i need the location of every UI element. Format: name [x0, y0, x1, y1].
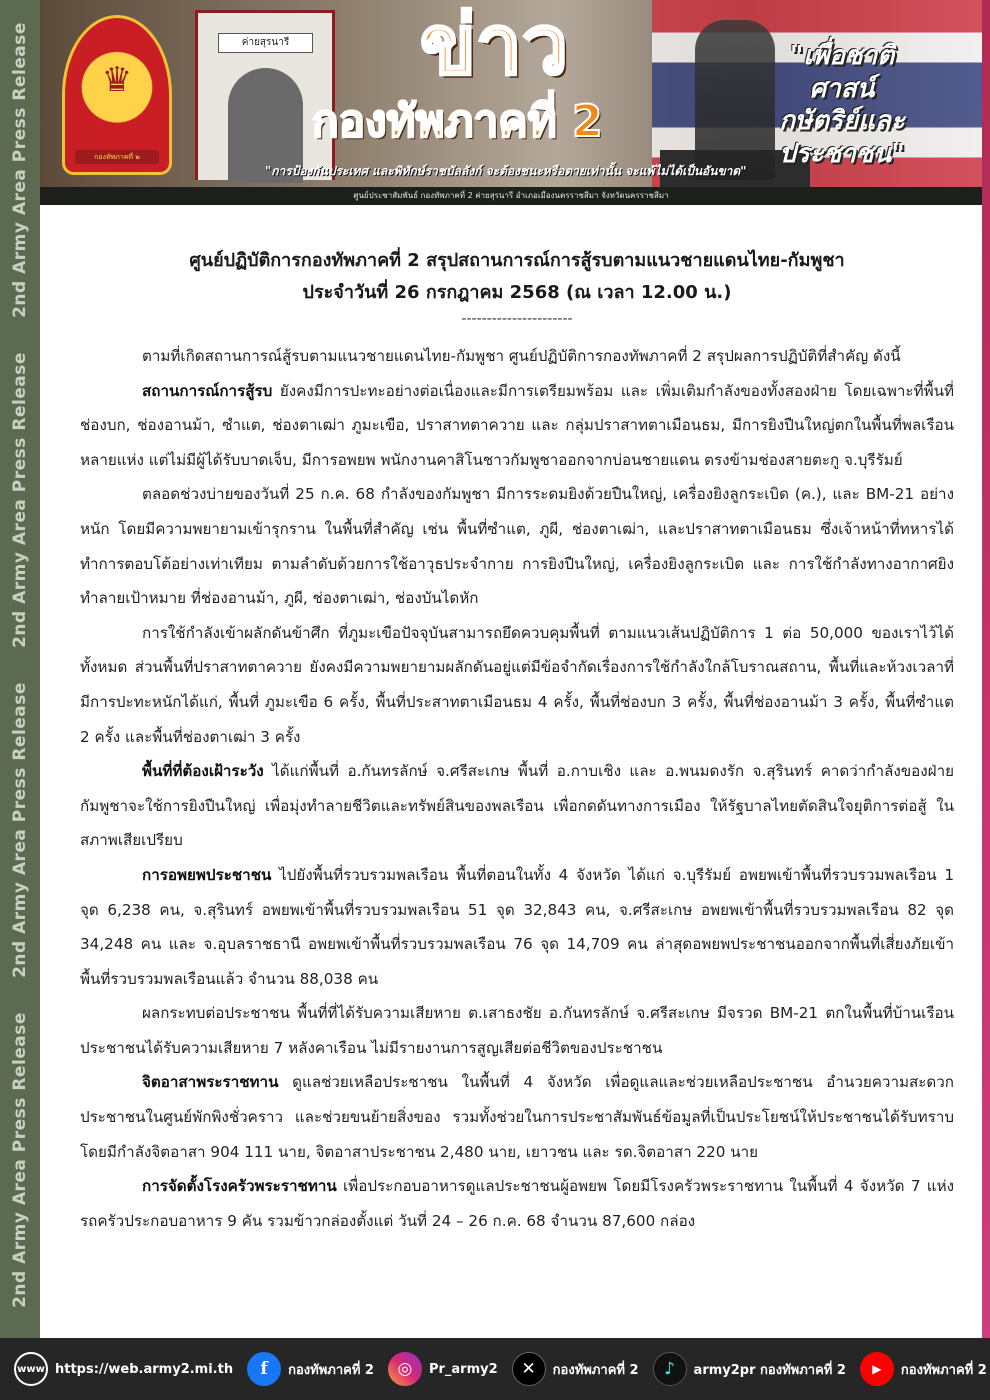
paragraph-text: ได้แก่พื้นที่ อ.กันทรลักษ์ จ.ศรีสะเกษ พื้นที่ อ.กาบเชิง และ อ.พนมดงรัก จ.สุรินทร์ คาดว่ากำลังของฝ่ายกัมพูชาจะใช้การยิงปืนใหญ่ เพื่อมุ่งทำลายชีวิตและทรัพย์สินของพลเรือน เพื่อกดดันทางการเมือง ให้รัฐบาลไทยตัดสินใจยุติการต่อสู้ ในสภาพเสียเปรียบ: [80, 762, 954, 850]
side-strip: 2nd Army Area Press Release 2nd Army Area Press Release 2nd Army Area Press Release 2nd Army Area Press Release: [0, 0, 40, 1338]
paragraph-intro: ตามที่เกิดสถานการณ์สู้รบตามแนวชายแดนไทย-กัมพูชา ศูนย์ปฏิบัติการกองทัพภาคที่ 2 สรุปผลการปฏิบัติที่สำคัญ ดังนี้: [142, 347, 901, 365]
x-icon: ✕: [512, 1352, 546, 1386]
document-body: [80, 339, 954, 1238]
footer-youtube-link[interactable]: [860, 1352, 987, 1386]
slogan-line: กษัตริย์และประชาชน": [779, 106, 905, 169]
footer-facebook-link[interactable]: [247, 1352, 374, 1386]
footer-tiktok-link[interactable]: [653, 1352, 846, 1386]
right-accent-strip: [982, 0, 990, 1338]
tiktok-label: army2pr กองทัพภาคที่ 2: [693, 1362, 846, 1378]
paragraph-text: เพื่อประกอบอาหารดูแลประชาชนผู้อพยพ โดยมีโรงครัวพระราชทาน ในพื้นที่ 4 จังหวัด 7 แห่ง รถครัวประกอบอาหาร 9 คัน รวมข้าวกล่องตั้งแต่ วันที่ 24 – 26 ก.ค. 68 จำนวน 87,600 กล่อง: [80, 1177, 954, 1230]
paragraph-impact: ผลกระทบต่อประชาชน พื้นที่ที่ได้รับความเสียหาย ต.เสาธงชัย อ.กันทรลักษ์ จ.ศรีสะเกษ มีจรวด BM-21 ตกในพื้นที่บ้านเรือนประชาชนได้รับความเสียหาย 7 หลังคาเรือน ไม่มีรายงานการสูญเสียต่อชีวิตของประชาชน: [80, 1004, 954, 1057]
header-address: ศูนย์ประชาสัมพันธ์ กองทัพภาคที่ 2 ค่ายสุรนารี อำเภอเมืองนครราชสีมา จังหวัดนครราชสีมา: [40, 187, 982, 205]
paragraph-pushback: การใช้กำลังเข้าผลักดันข้าศึก ที่ภูมะเขือปัจจุบันสามารถยึดควบคุมพื้นที่ ตามแนวเส้นปฏิบัติการ 1 ต่อ 50,000 ของเราไว้ได้ทั้งหมด ส่วนพื้นที่ปราสาทตาควาย ยังคงมีความพยายามผลักดันอยู่แต่มีข้อจำกัดเรื่องการใช้กำลังใกล้โบราณสถาน, พื้นที่และห้วงเวลาที่มีการปะทะหนักได้แก่, พื้นที่ ภูมะเขือ 6 ครั้ง, พื้นที่ประสาทตาเมือนธม 4 ครั้ง, พื้นที่ช่องบก 3 ครั้ง, พื้นที่ช่องอานม้า 3 ครั้ง, พื้นที่ซำแต 2 ครั้ง และพื้นที่ช่องตาเฒ่า 3 ครั้ง: [80, 623, 954, 746]
header-motto: "การป้องกันประเทศ และพิทักษ์ราชบัลลังก์ จะต้องชนะหรือตายเท่านั้น จะแพ้ไม่ได้เป็นอันขาด": [265, 164, 747, 178]
emblem-label: กองทัพภาคที่ ๒: [75, 150, 159, 164]
youtube-label: กองทัพภาคที่ 2: [900, 1362, 987, 1378]
footer-website-link[interactable]: [14, 1352, 233, 1386]
paragraph-volunteers: [80, 1065, 954, 1169]
footer-instagram-link[interactable]: [388, 1352, 498, 1386]
army-emblem-icon: [62, 15, 172, 175]
paragraph-heading: การอพยพประชาชน: [142, 865, 272, 884]
globe-icon: www: [14, 1352, 48, 1386]
paragraph-evacuation: [80, 858, 954, 996]
youtube-icon: ▶: [860, 1352, 894, 1386]
crown-icon: ♛: [101, 59, 133, 100]
document-title-line: ศูนย์ปฏิบัติการกองทัพภาคที่ 2 สรุปสถานการณ์การสู้รบตามแนวชายแดนไทย-กัมพูชา: [189, 250, 845, 271]
paragraph-heading: สถานการณ์การสู้รบ: [142, 381, 273, 400]
slogan-line: ศาสน์: [809, 73, 875, 104]
header-title-main: ข่าว: [420, 0, 569, 93]
website-label: https://web.army2.mi.th: [55, 1361, 234, 1377]
footer-x-link[interactable]: [512, 1352, 639, 1386]
paragraph-watch-areas: [80, 754, 954, 858]
slogan-line: "เพื่อชาติ: [789, 41, 895, 71]
instagram-icon: ◎: [388, 1352, 422, 1386]
paragraph-combat-situation: [80, 374, 954, 478]
camp-gate-picture: [195, 10, 335, 180]
paragraph-heading: การจัดตั้งโรงครัวพระราชทาน: [142, 1177, 337, 1196]
press-release-document: [80, 205, 954, 1238]
paragraph-text: ไปยังพื้นที่รวบรวมพลเรือน พื้นที่ตอนในทั้ง 4 จังหวัด ได้แก่ จ.บุรีรัมย์ อพยพเข้าพื้นที่รวบรวมพลเรือน 1 จุด 6,238 คน, จ.สุรินทร์ อพยพเข้าพื้นที่รวบรวมพลเรือน 51 จุด 32,843 คน, จ.ศรีสะเกษ อพยพเข้าพื้นที่รวบรวมพลเรือน 82 จุด 34,248 คน และ จ.อุบลราชธานี อพยพเข้าพื้นที่รวบรวมพลเรือน 76 จุด 14,709 คน ล่าสุดอพยพประชาชนออกจากพื้นที่เสี่ยงภัยเข้าพื้นที่รวบรวมพลเรือนแล้ว จำนวน 88,038 คน: [80, 865, 954, 988]
paragraph-royal-kitchen: [80, 1169, 954, 1238]
paragraph-heading: พื้นที่ที่ต้องเฝ้าระวัง: [142, 762, 264, 781]
gate-sign: ค่ายสุรนารี: [218, 33, 313, 53]
footer-bar: [0, 1338, 990, 1400]
instagram-label: Pr_army2: [428, 1361, 498, 1377]
header-slogan: [722, 40, 962, 170]
facebook-icon: f: [247, 1352, 281, 1386]
tiktok-icon: ♪: [653, 1352, 687, 1386]
header-title-sub: กองทัพภาคที่ 2: [312, 96, 603, 147]
header-banner: [40, 0, 982, 205]
facebook-label: กองทัพภาคที่ 2: [288, 1362, 374, 1378]
title-divider: ----------------------: [461, 311, 573, 327]
x-label: กองทัพภาคที่ 2: [552, 1362, 639, 1378]
paragraph-afternoon-attack: ตลอดช่วงบ่ายของวันที่ 25 ก.ค. 68 กำลังของกัมพูชา มีการระดมยิงด้วยปืนใหญ่, เครื่องยิงลูกระเบิด (ค.), และ BM-21 อย่างหนัก โดยมีความพยายามเข้ารุกราน ในพื้นที่สำคัญ เช่น พื้นที่ซำแต, ภูผี, ช่องตาเฒ่า, และปราสาทตาเมือนธม ซึ่งเจ้าหน้าที่ทหารได้ทำการตอบโต้อย่างเท่าเทียม ตามลำดับด้วยการใช้อาวุธประจำกาย การยิงปืนใหญ่, เครื่องยิงลูกระเบิด และ การใช้กำลังทางอากาศยิงทำลายเป้าหมาย ที่ช่องอานม้า, ภูผี, ช่องตาเฒ่า, ช่องบันไดหัก: [80, 485, 954, 608]
paragraph-heading: จิตอาสาพระราชทาน: [142, 1073, 279, 1092]
document-title-date: ประจำวันที่ 26 กรกฎาคม 2568 (ณ เวลา 12.00 น.): [302, 282, 732, 303]
paragraph-text: ดูแลช่วยเหลือประชาชน ในพื้นที่ 4 จังหวัด เพื่อดูแลและช่วยเหลือประชาชน อำนวยความสะดวกประชาชนในศูนย์พักพิงชั่วคราว และช่วยขนย้ายสิ่งของ รวมทั้งช่วยในการประชาสัมพันธ์ข้อมูลที่เป็นประโยชน์ให้ประชาชนได้รับทราบ โดยมีกำลังจิตอาสา 904 111 นาย, จิตอาสาประชาชน 2,480 นาย, เยาวชน และ รด.จิตอาสา 220 นาย: [80, 1073, 954, 1161]
document-title: [80, 245, 954, 309]
paragraph-text: ยังคงมีการปะทะอย่างต่อเนื่องและมีการเตรียมพร้อม และ เพิ่มเติมกำลังของทั้งสองฝ่าย โดยเฉพาะที่พื้นที่ ช่องบก, ช่องอานม้า, ซำแต, ช่องตาเฒ่า ภูมะเขือ, ปราสาทตาควาย และ กลุ่มปราสาทตาเมือนธม, มีการยิงปืนใหญ่ตกในพื้นที่พลเรือนหลายแห่ง แต่ไม่มีผู้ได้รับบาดเจ็บ, มีการอพยพ พนักงานคาสิโนชาวกัมพูชาออกจากบ่อนชายแดน ตรงข้ามช่องสายตะกู จ.บุรีรัมย์: [80, 381, 954, 469]
